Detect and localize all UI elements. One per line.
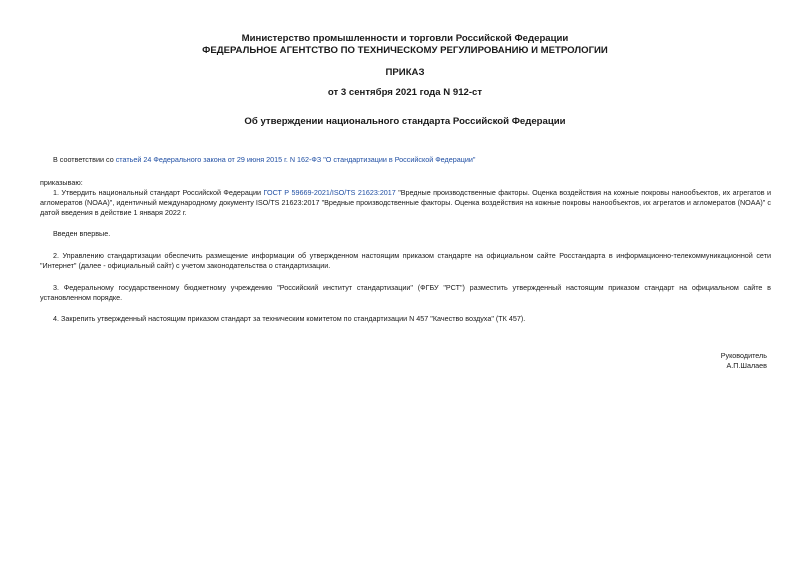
doc-type: ПРИКАЗ — [385, 67, 425, 78]
prikazyvayu: приказываю: — [40, 178, 83, 187]
doc-subject: Об утверждении национального стандарта Российской Федерации — [244, 116, 566, 127]
intro-prefix: В соответствии со — [53, 155, 116, 164]
paragraph-3: 3. Федеральному государственному бюджетному учреждению "Российский институт стандартизации" (ФГБУ "РСТ") разместить утвержденный настоящим приказом стандарт на официальном сайте в установленном порядке. — [40, 283, 771, 302]
paragraph-2: 2. Управлению стандартизации обеспечить размещение информации об утвержденном настоящим приказом стандарте на официальном сайте Росстандарта в информационно-телекоммуникационной сети "Интернет" (далее - официальный сайт) с учетом законодательства о стандартизации. — [40, 251, 771, 270]
signer-name: А.П.Шалаев — [726, 361, 767, 370]
paragraph-4: 4. Закрепить утвержденный настоящим приказом стандарт за техническим комитетом по стандартизации N 457 "Качество воздуха" (ТК 457). — [53, 314, 526, 323]
paragraph-1 — [40, 188, 771, 218]
first-time-note: Введен впервые. — [53, 229, 111, 238]
ministry-name: Министерство промышленности и торговли Российской Федерации — [241, 33, 569, 44]
law-link[interactable]: статьей 24 Федерального закона от 29 июня 2015 г. N 162-ФЗ "О стандартизации в Российской Федерации" — [115, 155, 476, 164]
header-block — [40, 33, 770, 56]
intro-paragraph — [40, 155, 771, 165]
gost-link[interactable]: ГОСТ Р 59669-2021/ISO/TS 21623:2017 — [263, 188, 396, 197]
p1-rest: "Вредные производственные факторы. Оценка воздействия на кожные покровы нанообъектов, их агрегатов и агломератов (NOAA)", идентичный международному документу ISO/TS 21623:2017 "Вредные производственные факторы. Оценка воздействия на кожные покровы нанообъектов, их агрегатов и агломератов (NOAA)" с датой введения в действие 1 января 2022 г. — [40, 188, 772, 217]
doc-date-number: от 3 сентября 2021 года N 912-ст — [327, 87, 483, 98]
signer-title: Руководитель — [720, 351, 767, 360]
agency-name: ФЕДЕРАЛЬНОЕ АГЕНТСТВО ПО ТЕХНИЧЕСКОМУ РЕГУЛИРОВАНИЮ И МЕТРОЛОГИИ — [202, 44, 608, 56]
signature-block — [721, 351, 767, 371]
p1-prefix: 1. Утвердить национальный стандарт Российской Федерации — [53, 188, 264, 197]
